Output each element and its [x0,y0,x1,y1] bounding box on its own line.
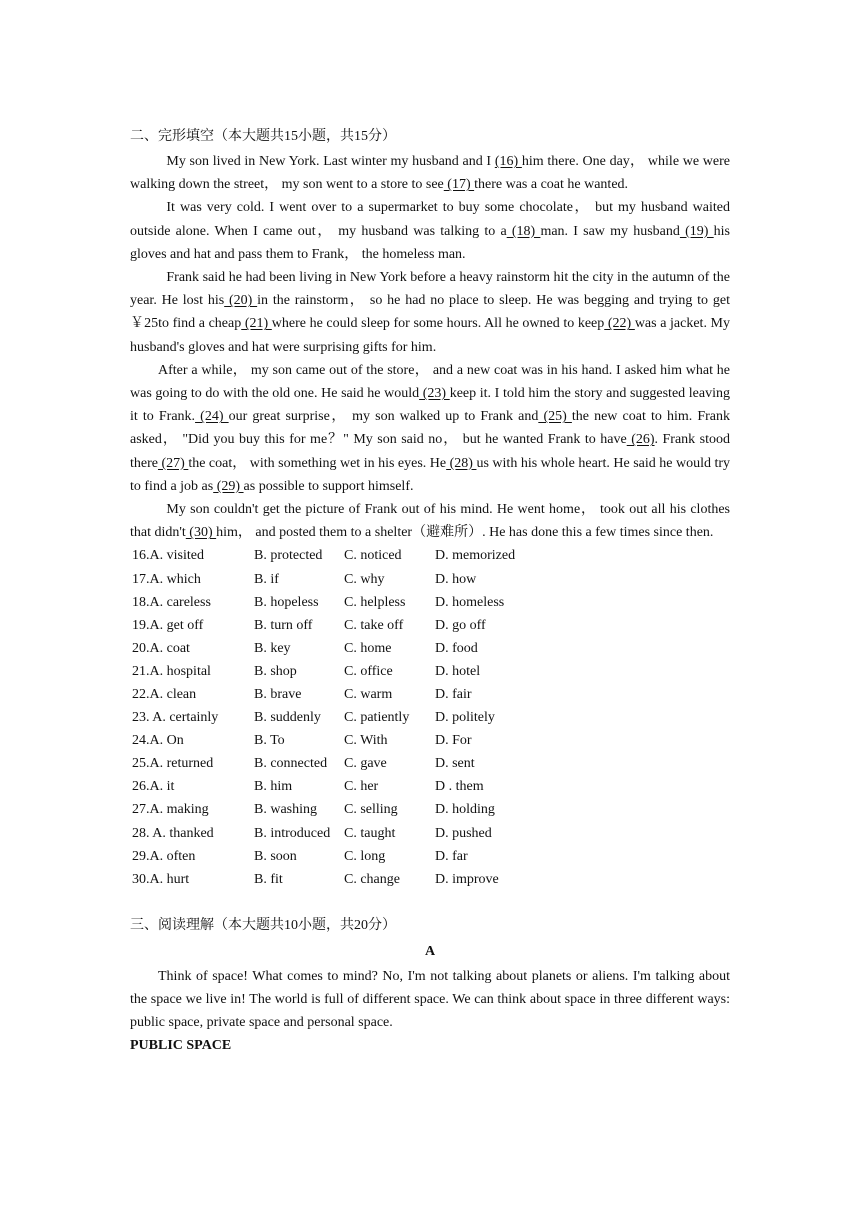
option-c: C. take off [344,617,404,633]
option-c: C. With [344,733,388,749]
option-d: D. homeless [435,594,505,610]
option-row [130,798,730,821]
option-b: B. washing [254,802,317,818]
section-2-heading: 二、完形填空（本大题共15小题，共15分） [130,129,396,144]
option-b: B. fit [254,871,283,887]
reading-subheading: PUBLIC SPACE [130,1038,232,1054]
option-c: C. her [344,779,379,795]
option-row [130,822,730,845]
option-d: D . them [435,779,484,795]
option-d: D. go off [435,617,486,633]
option-row [130,637,730,660]
cloze-blank: (30) [185,525,217,541]
option-a: 30.A. hurt [132,871,190,887]
option-d: D. For [435,733,472,749]
option-b: B. if [254,571,279,587]
cloze-text: It was very cold. I went over to a supermarket to buy some chocolate， but my husband waited outside alone. When I came out， my husband was talking to a [130,200,730,239]
option-b: B. him [254,779,293,795]
option-a: 20.A. coat [132,640,190,656]
option-c: C. selling [344,802,398,818]
cloze-text: . Frank stood there [130,432,731,471]
cloze-text: him there. One day， while we were walking down the street， my son went to a store to see [130,154,730,193]
option-b: B. shop [254,663,297,679]
cloze-blank: (22) [604,316,635,332]
option-row [130,752,730,775]
cloze-text: in the rainstorm， so he had no place to sleep. He was begging and trying to get ￥25to find a cheap [130,293,730,332]
option-row [130,706,730,729]
option-row [130,614,730,637]
option-a: 19.A. get off [132,617,204,633]
cloze-text: him， and posted them to a shelter（避难所）. He has done this a few times since then. [216,525,714,541]
option-d: D. fair [435,687,472,703]
option-d: D. food [435,640,478,656]
cloze-passage [130,150,730,544]
cloze-text: was a jacket. My husband's gloves and hat were surprising gifts for him. [130,316,731,355]
option-row [130,868,730,891]
option-row [130,568,730,591]
option-row [130,729,730,752]
option-a: 17.A. which [132,571,201,587]
option-b: B. turn off [254,617,313,633]
option-c: C. taught [344,825,396,841]
option-d: D. how [435,571,477,587]
cloze-blank: (21) [241,316,272,332]
cloze-paragraph [130,150,730,196]
option-c: C. gave [344,756,387,772]
option-row [130,544,730,567]
option-b: B. hopeless [254,594,319,610]
option-a: 25.A. returned [132,756,214,772]
option-d: D. hotel [435,663,481,679]
option-b: B. key [254,640,291,656]
cloze-text: Frank said he had been living in New York before a heavy rainstorm hit the city in the autumn of the year. He lost his [130,270,730,309]
cloze-paragraph [130,266,730,359]
option-row [130,683,730,706]
option-row [130,845,730,868]
option-b: B. suddenly [254,710,321,726]
cloze-paragraph [130,196,730,266]
option-b: B. To [254,733,285,749]
cloze-text: where he could sleep for some hours. All he owned to keep [271,316,605,332]
cloze-text: there was a coat he wanted. [474,177,629,193]
cloze-text: man. I saw my husband [540,223,680,239]
cloze-text: keep it. I told him the story and suggested leaving it to Frank. [130,386,730,425]
option-c: C. patiently [344,710,410,726]
cloze-paragraph [130,498,730,544]
option-c: C. noticed [344,548,402,564]
cloze-text: his gloves and hat and pass them to Frank， the homeless man. [130,223,731,262]
option-b: B. protected [254,548,323,564]
option-a: 28. A. thanked [132,825,214,841]
cloze-text: our great surprise， my son walked up to Frank and [228,409,539,425]
option-d: D. politely [435,710,495,726]
option-c: C. office [344,663,393,679]
cloze-blank: (18) [506,223,541,239]
cloze-text: After a while， my son came out of the store， and a new coat was in his hand. I asked him what he was going to do with the old one. He said he would [130,362,730,402]
option-b: B. soon [254,848,297,864]
cloze-blank: (26) [626,432,655,448]
option-row [130,660,730,683]
section-gap [130,891,730,913]
option-c: C. helpless [344,594,406,610]
section-3-heading: 三、阅读理解（本大题共10小题，共20分） [130,917,396,933]
option-d: D. holding [435,802,495,818]
option-c: C. why [344,571,385,587]
cloze-blank: (19) [679,223,714,239]
cloze-text: the new coat to him. Frank asked， "Did you buy this for me？" My son said no， but he wanted Frank to have [130,409,731,448]
option-d: D. sent [435,756,475,772]
answer-options [130,544,730,890]
option-c: C. long [344,848,386,864]
option-d: D. improve [435,871,499,887]
cloze-text: My son lived in New York. Last winter my husband and I [166,154,495,169]
document-page [130,124,730,1057]
option-a: 23. A. certainly [132,710,219,726]
option-c: C. warm [344,687,393,703]
cloze-text: as possible to support himself. [243,478,414,494]
option-row [130,591,730,614]
reading-paragraph: Think of space! What comes to mind? No, I'm not talking about planets or aliens. I'm talking about the space we live in! The world is full of different space. We can think about space in three different ways: public space, private space and personal space. [130,968,730,1031]
cloze-blank: (23) [419,386,450,402]
option-d: D. memorized [435,548,516,564]
option-a: 27.A. making [132,802,209,818]
option-a: 24.A. On [132,733,184,749]
cloze-blank: (20) [224,293,258,309]
cloze-paragraph [130,359,730,498]
cloze-blank: (17) [443,177,475,193]
option-b: B. introduced [254,825,331,841]
cloze-blank: (16) [494,154,522,169]
option-a: 16.A. visited [132,548,204,564]
option-a: 21.A. hospital [132,663,211,679]
cloze-blank: (29) [213,478,244,494]
option-d: D. far [435,848,468,864]
cloze-blank: (25) [538,409,572,425]
option-d: D. pushed [435,825,492,841]
cloze-text: us with his whole heart. He said he would try to find a job as [130,455,731,494]
option-c: C. change [344,871,400,887]
cloze-blank: (27) [157,455,189,471]
option-a: 22.A. clean [132,687,197,703]
cloze-text: My son couldn't get the picture of Frank out of his mind. He went home， took out all his clothes that didn't [130,502,730,541]
option-a: 29.A. often [132,848,196,864]
option-b: B. connected [254,756,328,772]
cloze-blank: (24) [195,409,229,425]
option-a: 26.A. it [132,779,175,795]
passage-label: A [424,943,436,959]
option-c: C. home [344,640,392,656]
option-a: 18.A. careless [132,594,211,610]
option-row [130,775,730,798]
cloze-blank: (28) [446,455,477,471]
option-b: B. brave [254,687,302,703]
cloze-text: the coat， with something wet in his eyes. He [188,455,447,471]
